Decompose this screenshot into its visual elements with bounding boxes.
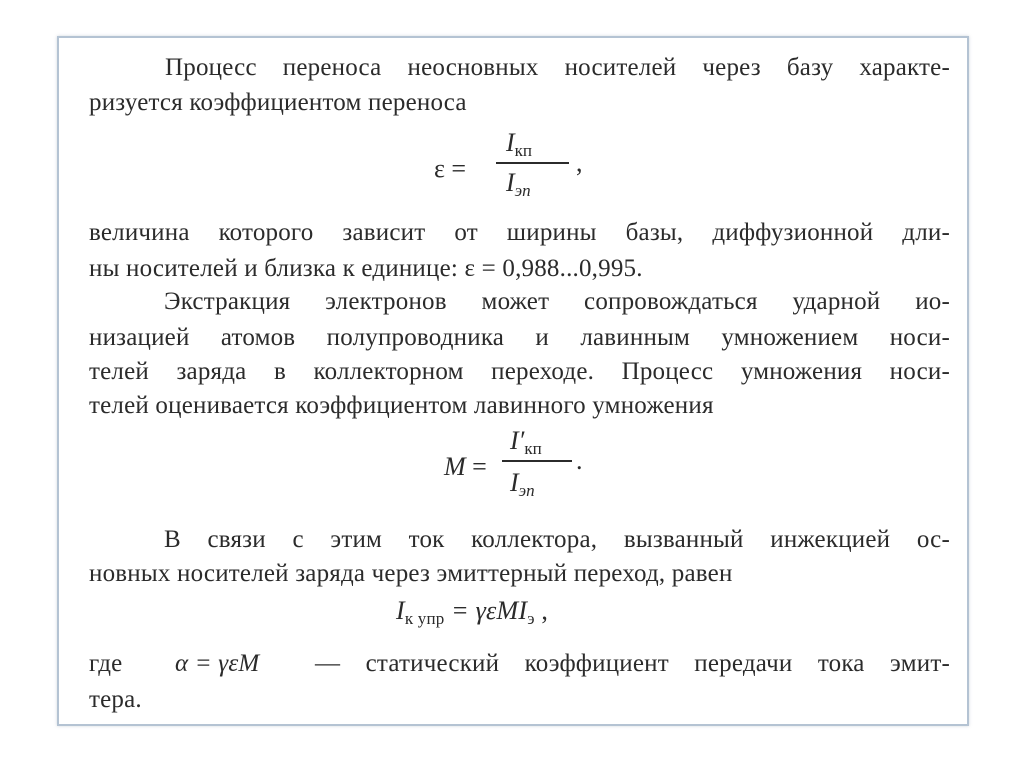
formula-M-denominator: Iэп xyxy=(510,468,535,500)
paragraph-2-line-2: ны носителей и близка к единице: ε = 0,988...0,995. xyxy=(89,255,643,282)
formula-M-tail: . xyxy=(576,446,583,475)
paragraph-1-line-2: ризуется коэффициентом переноса xyxy=(89,89,467,116)
formula-epsilon-tail: , xyxy=(576,148,583,177)
paragraph-5-line-2: тера. xyxy=(89,686,142,713)
formula-epsilon-numerator: $I_{кп}$ xyxy=(506,128,533,160)
document-page xyxy=(78,48,950,718)
formula-M-numerator: $I'_{кп}$ xyxy=(510,426,542,458)
paragraph-5-where: где xyxy=(89,650,123,677)
fraction-bar xyxy=(502,460,572,462)
fraction-bar xyxy=(496,162,569,164)
paragraph-4-line-2: новных носителей заряда через эмиттерный переход, равен xyxy=(89,560,733,587)
formula-epsilon xyxy=(434,130,634,210)
paragraph-3-line-1: Экстракция электронов может сопровождаться ударной ио- xyxy=(164,288,950,315)
formula-M xyxy=(444,426,644,512)
paragraph-5-formula: α = γεM xyxy=(175,650,260,677)
paragraph-3-line-3: телей заряда в коллекторном переходе. Процесс умножения носи- xyxy=(89,358,950,385)
paragraph-1-line-1: Процесс переноса неосновных носителей через базу характе- xyxy=(165,54,950,81)
paragraph-3-line-4: телей оценивается коэффициентом лавинного умножения xyxy=(89,392,714,419)
formula-M-lhs: M = xyxy=(444,452,487,481)
formula-epsilon-lhs: ε = xyxy=(434,154,467,183)
paragraph-5-line-1: — статический коэффициент передачи тока эмит- xyxy=(315,650,950,677)
formula-epsilon-denominator: Iэп xyxy=(506,168,531,200)
paragraph-2-line-1: величина которого зависит от ширины базы, диффузионной дли- xyxy=(89,219,950,246)
paragraph-4-line-1: В связи с этим ток коллектора, вызванный инжекцией ос- xyxy=(164,526,950,553)
paragraph-3-line-2: низацией атомов полупроводника и лавинным умножением носи- xyxy=(89,324,950,351)
formula-collector-current: $I_{к упр} = \gamma\varepsilon MI_э$ , xyxy=(396,596,549,628)
